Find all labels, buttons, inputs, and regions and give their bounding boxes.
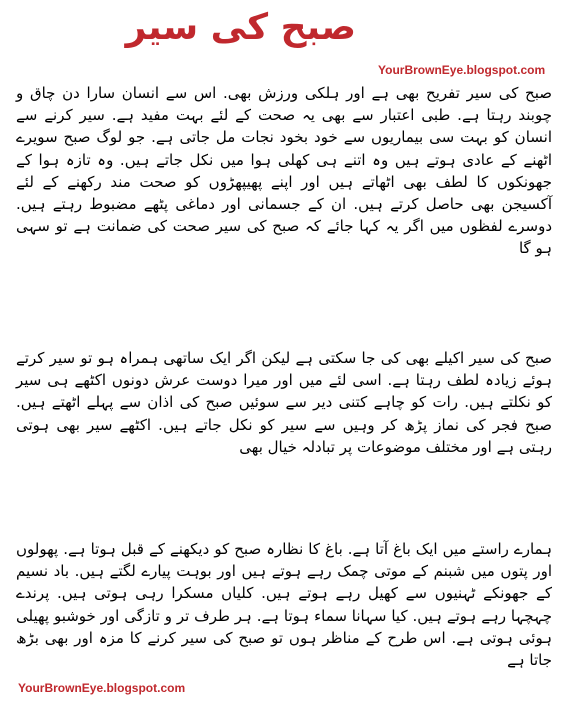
paragraph-1: صبح کی سیر تفریح بھی ہے اور ہلکی ورزش بھی. اس سے انسان سارا دن چاق و چوبند رہتا ہے. طبی اعتبار سے بھی یہ صحت کے لئے بہت مفید ہے. سیر کرنے سے انسان کو بہت سی بیماریوں سے خود بخود نجات مل جاتی ہے. جو لوگ صبح سویرے اٹھنے کے عادی ہوتے ہیں وہ اتنے ہی کھلی ہوا میں نکل جاتے ہیں. وہ تازہ ہوا کے جھونکوں کا لطف بھی اٹھاتے ہیں اور اپنے پھیپھڑوں کو صحت مند رکھنے کے لئے آکسیجن بھی حاصل کرتے ہیں. ان کے جسمانی اور دماغی پٹھے مضبوط رہتے ہیں. دوسرے لفظوں میں اگر یہ کہا جائے کہ صبح کی سیر صحت کی ضمانت ہے تو سہی ہو گا [16, 84, 552, 258]
paragraph-3: ہمارے راستے میں ایک باغ آتا ہے. باغ کا نظارہ صبح کو دیکھنے کے قبل ہوتا ہے. پھولوں اور پتوں میں شبنم کے موتی چمک رہے ہوتے ہیں اور بوہت پیارے لگتے ہیں. باد نسیم کے جھونکے ٹہنیوں سے کھیل رہے ہوتے ہیں. کلیاں مسکرا رہی ہوتی ہیں. پرندے چہچہا رہے ہوتے ہیں. کیا سہانا سماء ہوتا ہے. ہر طرف تر و تازگی اور خوشبو پھیلی ہوئی ہوتی ہے. اس طرح کے مناظر ہوں تو صبح کی سیر کرنے کا مزہ اور بھی بڑھ جاتا ہے [16, 540, 552, 670]
site-watermark-bottom: YourBrownEye.blogspot.com [18, 681, 186, 695]
paragraph-2: صبح کی سیر اکیلے بھی کی جا سکتی ہے لیکن اگر ایک ساتھی ہمراہ ہو تو سیر کرتے ہوئے زیادہ لطف رہتا ہے. اسی لئے میں اور میرا دوست عرش دونوں اکٹھے ہی سیر کو نکلتے ہیں. رات کو چاہے کتنی دیر سے سوئیں صبح کی اذان سے پہلے اٹھتے ہیں. صبح فجر کی نماز پڑھ کر وہیں سے سیر کو نکل جاتے ہیں. اکٹھے سیر بھی ہوتی رہتی ہے اور مختلف موضوعات پر تبادلہ خیال بھی [16, 349, 552, 456]
article-title: صبح کی سیر [125, 7, 356, 48]
site-watermark-top: YourBrownEye.blogspot.com [378, 63, 546, 77]
